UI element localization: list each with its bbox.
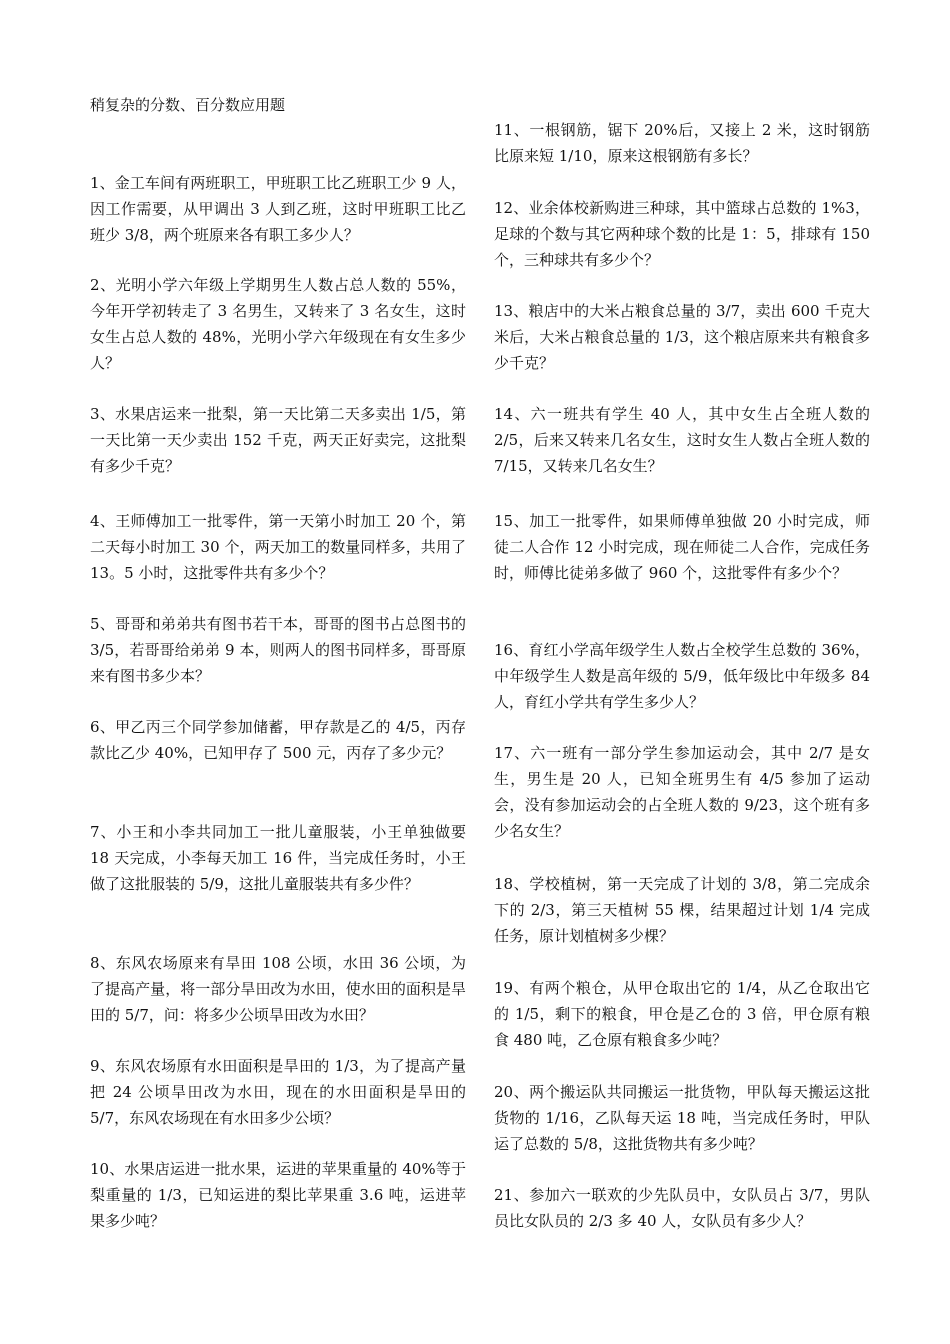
- problem-18: 18、学校植树，第一天完成了计划的 3/8，第二完成余下的 2/3，第三天植树 55 棵，结果超过计划 1/4 完成任务，原计划植树多少棵？: [494, 875, 870, 945]
- problem-2: 2、光明小学六年级上学期男生人数占总人数的 55%，今年开学初转走了 3 名男生，又转来了 3 名女生，这时女生占总人数的 48%，光明小学六年级现在有女生多少人？: [90, 276, 466, 372]
- problem-11: 11、一根钢筋，锯下 20%后，又接上 2 米，这时钢筋比原来短 1/10，原来这根钢筋有多长？: [494, 121, 870, 165]
- problem-6: 6、甲乙丙三个同学参加储蓄，甲存款是乙的 4/5，丙存款比乙少 40%，已知甲存了 500 元，丙存了多少元？: [90, 718, 466, 762]
- problem-21: 21、参加六一联欢的少先队员中，女队员占 3/7，男队员比女队员的 2/3 多 40 人，女队员有多少人？: [494, 1186, 870, 1230]
- problem-13: 13、粮店中的大米占粮食总量的 3/7，卖出 600 千克大米后，大米占粮食总量的 1/3，这个粮店原来共有粮食多少千克？: [494, 302, 870, 372]
- problem-1: 1、金工车间有两班职工，甲班职工比乙班职工少 9 人，因工作需要，从甲调出 3 人到乙班，这时甲班职工比乙班少 3/8，两个班原来各有职工多少人？: [90, 174, 466, 244]
- problem-20: 20、两个搬运队共同搬运一批货物，甲队每天搬运这批货物的 1/16，乙队每天运 18 吨，当完成任务时，甲队运了总数的 5/8，这批货物共有多少吨？: [494, 1083, 870, 1153]
- problem-3: 3、水果店运来一批梨，第一天比第二天多卖出 1/5，第一天比第一天少卖出 152 千克，两天正好卖完，这批梨有多少千克？: [90, 405, 466, 475]
- problem-12: 12、业余体校新购进三种球，其中篮球占总数的 1%3，足球的个数与其它两种球个数的比是 1：5，排球有 150 个，三种球共有多少个？: [494, 199, 870, 269]
- problem-9: 9、东风农场原有水田面积是旱田的 1/3，为了提高产量把 24 公顷旱田改为水田，现在的水田面积是旱田的 5/7，东风农场现在有水田多少公顷？: [90, 1057, 466, 1127]
- problem-5: 5、哥哥和弟弟共有图书若干本，哥哥的图书占总图书的 3/5，若哥哥给弟弟 9 本，则两人的图书同样多，哥哥原来有图书多少本？: [90, 615, 466, 685]
- problem-14: 14、六一班共有学生 40 人，其中女生占全班人数的 2/5，后来又转来几名女生，这时女生人数占全班人数的 7/15，又转来几名女生？: [494, 405, 870, 475]
- problem-4: 4、王师傅加工一批零件，第一天第小时加工 20 个，第二天每小时加工 30 个，两天加工的数量同样多，共用了 13。5 小时，这批零件共有多少个？: [90, 512, 466, 582]
- problem-7: 7、小王和小李共同加工一批儿童服装，小王单独做要 18 天完成，小李每天加工 16 件，当完成任务时，小王做了这批服装的 5/9，这批儿童服装共有多少件？: [90, 823, 466, 893]
- problem-16: 16、育红小学高年级学生人数占全校学生总数的 36%，中年级学生人数是高年级的 5/9，低年级比中年级多 84 人，育红小学共有学生多少人？: [494, 641, 870, 711]
- problem-19: 19、有两个粮仓，从甲仓取出它的 1/4，从乙仓取出它的 1/5，剩下的粮食，甲仓是乙仓的 3 倍，甲仓原有粮食 480 吨，乙仓原有粮食多少吨？: [494, 979, 870, 1049]
- problem-10: 10、水果店运进一批水果，运进的苹果重量的 40%等于梨重量的 1/3，已知运进的梨比苹果重 3.6 吨，运进苹果多少吨？: [90, 1160, 466, 1230]
- problem-17: 17、六一班有一部分学生参加运动会，其中 2/7 是女生，男生是 20 人，已知全班男生有 4/5 参加了运动会，没有参加运动会的占全班人数的 9/23，这个班有多少名女生？: [494, 744, 870, 840]
- page-title: 稍复杂的分数、百分数应用题: [90, 96, 286, 114]
- problem-8: 8、东风农场原来有旱田 108 公顷，水田 36 公顷，为了提高产量，将一部分旱田改为水田，使水田的面积是旱田的 5/7，问：将多少公顷旱田改为水田？: [90, 954, 466, 1024]
- problem-15: 15、加工一批零件，如果师傅单独做 20 小时完成，师徒二人合作 12 小时完成，现在师徒二人合作，完成任务时，师傅比徒弟多做了 960 个，这批零件有多少个？: [494, 512, 870, 582]
